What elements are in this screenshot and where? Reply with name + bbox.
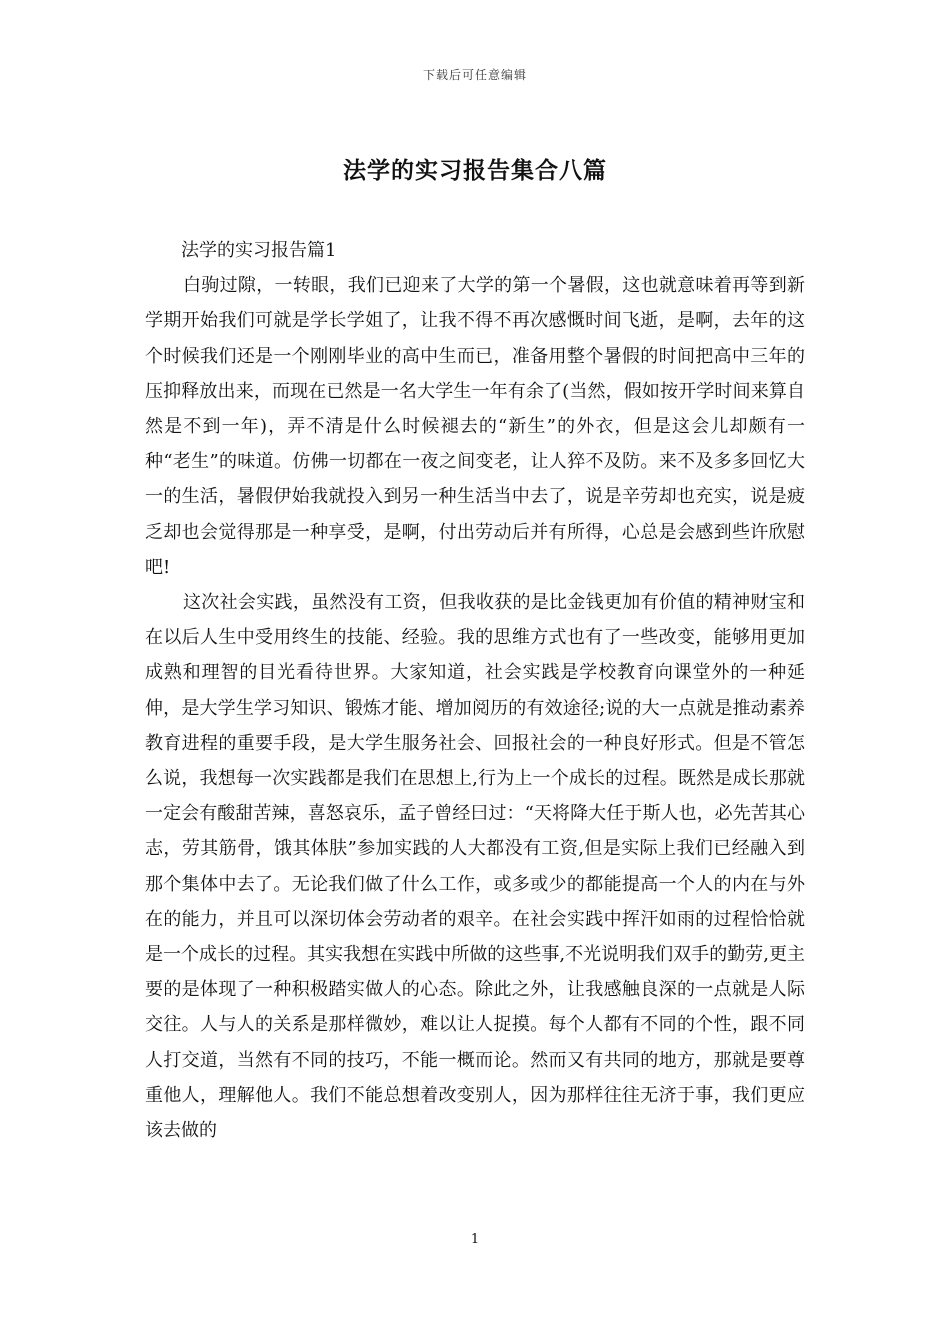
body-paragraph: 这次社会实践，虽然没有工资，但我收获的是比金钱更加有价值的精神财宝和在以后人生中受用终生的技能、经验。我的思维方式也有了一些改变，能够用更加成熟和理智的目光看待世界。大家知道，社会实践是学校教育向课堂外的一种延伸，是大学生学习知识、锻炼才能、增加阅历的有效途径;说的大一点就是推动素养教育进程的重要手段，是大学生服务社会、回报社会的一种良好形式。但是不管怎么说，我想每一次实践都是我们在思想上,行为上一个成长的过程。既然是成长那就一定会有酸甜苦辣，喜怒哀乐，孟子曾经曰过：“天将降大任于斯人也，必先苦其心志，劳其筋骨，饿其体肤”参加实践的人大都没有工资,但是实际上我们已经融入到那个集体中去了。无论我们做了什么工作，或多或少的都能提高一个人的内在与外在的能力，并且可以深切体会劳动者的艰辛。在社会实践中挥汗如雨的过程恰恰就是一个成长的过程。其实我想在实践中所做的这些事,不光说明我们双手的勤劳,更主要的是体现了一种积极踏实做人的心态。除此之外，让我感触良深的一点就是人际交往。人与人的关系是那样微妙，难以让人捉摸。每个人都有不同的个性，跟不同人打交道，当然有不同的技巧，不能一概而论。然而又有共同的地方，那就是要尊重他人，理解他人。我们不能总想着改变别人，因为那样往往无济于事，我们更应该去做的 — [145, 592, 805, 1142]
body-paragraph: 白驹过隙，一转眼，我们已迎来了大学的第一个暑假，这也就意味着再等到新学期开始我们可就是学长学姐了，让我不得不再次感慨时间飞逝，是啊，去年的这个时候我们还是一个刚刚毕业的高中生而已，准备用整个暑假的时间把高中三年的压抑释放出来，而现在已然是一名大学生一年有余了(当然，假如按开学时间来算自然是不到一年)，弄不清是什么时候褪去的“新生”的外衣，但是这会儿却颇有一种“老生”的味道。仿佛一切都在一夜之间变老，让人猝不及防。来不及多多回忆大一的生活，暑假伊始我就投入到另一种生活当中去了，说是辛劳却也充实，说是疲乏却也会觉得那是一种享受，是啊，付出劳动后并有所得，心总是会感到些许欣慰吧! — [145, 275, 805, 578]
header-note: 下载后可任意编辑 — [422, 68, 527, 82]
page-number: 1 — [470, 1232, 480, 1247]
section-heading: 法学的实习报告篇1 — [181, 240, 337, 261]
document-body — [145, 233, 805, 1148]
document-title: 法学的实习报告集合八篇 — [343, 157, 607, 184]
